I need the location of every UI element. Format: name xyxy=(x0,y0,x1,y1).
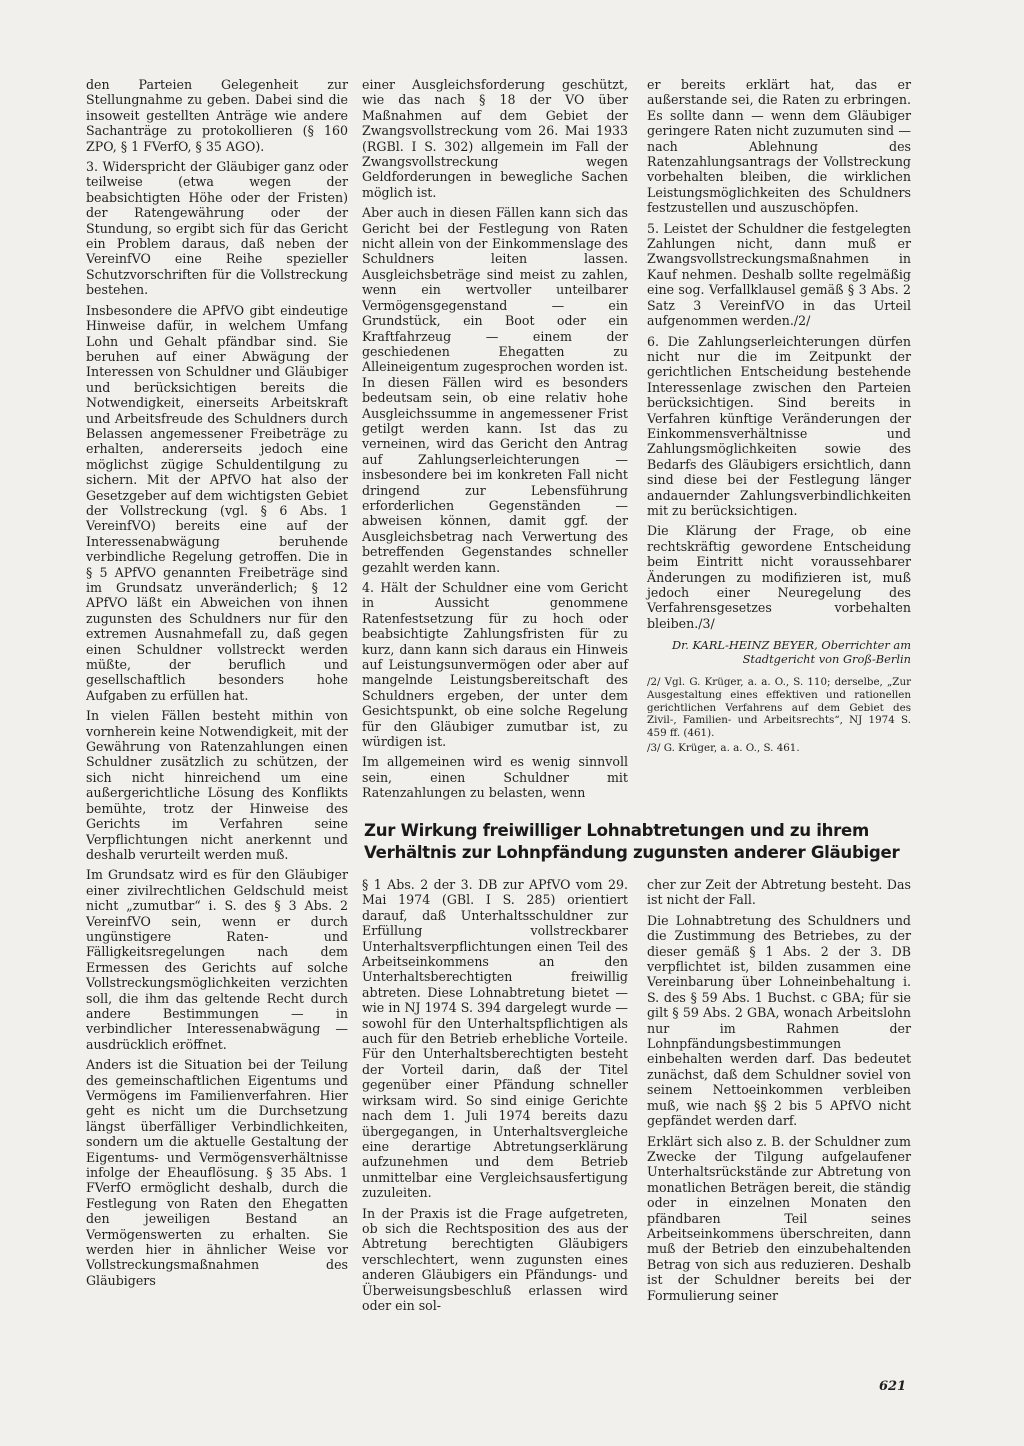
article-column-left xyxy=(362,877,628,1318)
author-byline: Dr. KARL-HEINZ BEYER, Oberrichter am Stadtgericht von Groß-Berlin xyxy=(671,638,911,666)
article-column-right xyxy=(647,877,911,1308)
paragraph: 3. Widerspricht der Gläubiger ganz oder teilweise (etwa wegen der beabsichtigten Höhe oder der Fristen) der Ratengewährung oder der Stundung, so ergibt sich für das Gericht ein Problem daraus, daß neben der VereinfVO eine Reihe spezieller Schutzvorschriften für die Vollstreckung bestehen. xyxy=(86,159,348,298)
paragraph: § 1 Abs. 2 der 3. DB zur APfVO vom 29. Mai 1974 (GBl. I S. 285) orientiert darauf, daß Unterhaltsschuldner zur Erfüllung vollstreckbarer Unterhaltsverpflichtungen einen Teil des Arbeitseinkommens an den Unterhaltsberechtigten freiwillig abtreten. Diese Lohnabtretung bietet — wie in NJ 1974 S. 394 dargelegt wurde — sowohl für den Unterhaltspflichtigen als auch für den Betrieb erhebliche Vorteile. Für den Unterhaltsberechtigten besteht der Vorteil darin, daß der Titel gegenüber einer Pfändung schneller wirksam wird. So sind einige Gerichte nach dem 1. Juli 1974 bereits dazu übergegangen, in Unterhaltsvergleiche eine derartige Abtretungserklärung aufzunehmen und dem Betrieb unmittelbar eine Vergleichsausfertigung zuzuleiten. xyxy=(362,877,628,1201)
paragraph: 5. Leistet der Schuldner die festgelegten Zahlungen nicht, dann muß er Zwangsvollstreckungsmaßnahmen in Kauf nehmen. Deshalb sollte regelmäßig eine sog. Verfallklausel gemäß § 3 Abs. 2 Satz 3 VereinfVO in das Urteil aufgenommen werden./2/ xyxy=(647,220,911,329)
paragraph: Die Lohnabtretung des Schuldners und die Zustimmung des Betriebes, zu der dieser gemäß § 1 Abs. 2 der 3. DB verpflichtet ist, bilden zusammen eine Vereinbarung über Lohneinbehaltung i. S. des § 59 Abs. 1 Buchst. c GBA; für sie gilt § 59 Abs. 2 GBA, wonach Arbeitslohn nur im Rahmen der Lohnpfändungsbestimmungen einbehalten werden darf. Das bedeutet zunächst, daß dem Schuldner soviel von seinem Nettoeinkommen verbleiben muß, wie nach §§ 2 bis 5 APfVO nicht gepfändet werden darf. xyxy=(647,912,911,1129)
footnote: /2/ Vgl. G. Krüger, a. a. O., S. 110; derselbe, „Zur Ausgestaltung eines effektiven und rationellen gerichtlichen Verfahrens auf dem Gebiet des Zivil-, Familien- und Arbeitsrechts“, NJ 1974 S. 459 ff. (461). xyxy=(647,676,911,739)
paragraph: Im allgemeinen wird es wenig sinnvoll sein, einen Schuldner mit Ratenzahlungen zu belasten, wenn xyxy=(362,754,628,801)
text-column-right xyxy=(647,77,911,758)
paragraph: Aber auch in diesen Fällen kann sich das Gericht bei der Festlegung von Raten nicht allein von der Einkommenslage des Schuldners leiten lassen. Ausgleichsbeträge sind meist zu zahlen, wenn ein wertvoller unteilbarer Vermögensgegenstand — ein Grundstück, ein Boot oder ein Kraftfahrzeug — einem der geschiedenen Ehegatten zu Alleineigentum zugesprochen worden ist. In diesen Fällen wird es besonders bedeutsam sein, ob eine relativ hohe Ausgleichssumme in angemessener Frist getilgt werden kann. Ist das zu verneinen, wird das Gericht den Antrag auf Zahlungserleichterungen — insbesondere bei im konkreten Fall nicht dringend zur Lebensführung erforderlichen Gegenständen — abweisen können, damit ggf. der Ausgleichsbetrag nach Verwertung des betreffenden Gegenstandes schneller gezahlt werden kann. xyxy=(362,205,628,575)
paragraph: cher zur Zeit der Abtretung besteht. Das ist nicht der Fall. xyxy=(647,877,911,908)
paragraph: Im Grundsatz wird es für den Gläubiger einer zivilrechtlichen Geldschuld meist nicht „zumutbar“ i. S. des § 3 Abs. 2 VereinfVO sein, wenn er durch ungünstigere Raten- und Fälligkeitsregelungen nach dem Ermessen des Gerichts auf solche Vollstreckungsmöglichkeiten verzichten soll, die ihm das geltende Recht durch andere Bestimmungen — in verbindlicher Interessenabwägung — ausdrücklich eröffnet. xyxy=(86,867,348,1052)
paragraph: den Parteien Gelegenheit zur Stellungnahme zu geben. Dabei sind die insoweit gestellten Anträge wie andere Sachanträge zu protokollieren (§ 160 ZPO, § 1 FVerfO, § 35 AGO). xyxy=(86,77,348,154)
footnote: /3/ G. Krüger, a. a. O., S. 461. xyxy=(647,742,800,755)
paragraph: In vielen Fällen besteht mithin von vornherein keine Notwendigkeit, mit der Gewährung von Ratenzahlungen einen Schuldner zusätzlich zu schützen, der sich nicht hinreichend um eine außergerichtliche Lösung des Konflikts bemühte, trotz der Hinweise des Gerichts im Verfahren seine Verpflichtungen nicht anerkennt und deshalb verurteilt werden muß. xyxy=(86,708,348,862)
paragraph: Die Klärung der Frage, ob eine rechtskräftig gewordene Entscheidung beim Eintritt nicht voraussehbarer Änderungen zu modifizieren ist, muß jedoch einer Neuregelung des Verfahrensgesetzes vorbehalten bleiben./3/ xyxy=(647,523,911,631)
paragraph: er bereits erklärt hat, das er außerstande sei, die Raten zu erbringen. Es sollte dann — wenn dem Gläubiger geringere Raten nicht zuzumuten sind — nach Ablehnung des Ratenzahlungsantrags der Vollstreckung vorbehalten bleiben, die wirklichen Leistungsmöglichkeiten des Schuldners festzustellen und auszuschöpfen. xyxy=(647,77,911,216)
article-headline: Zur Wirkung freiwilliger Lohnabtretungen und zu ihrem Verhältnis zur Lohnpfändung zugunsten anderer Gläubiger xyxy=(364,821,900,862)
paragraph: Anders ist die Situation bei der Teilung des gemeinschaftlichen Eigentums und Vermögens im Familienverfahren. Hier geht es nicht um die Durchsetzung längst überfälliger Verbindlichkeiten, sondern um die aktuelle Gestaltung der Eigentums- und Vermögensverhältnisse infolge der Eheauflösung. § 35 Abs. 1 FVerfO ermöglicht deshalb, durch die Festlegung von Raten den Ehegatten den jeweiligen Bestand an Vermögenswerten zu erhalten. Sie werden hier in ähnlicher Weise vor Vollstreckungsmaßnahmen des Gläubigers xyxy=(86,1057,348,1288)
paragraph: 4. Hält der Schuldner eine vom Gericht in Aussicht genommene Ratenfestsetzung für zu hoch oder beabsichtigte Zahlungsfristen für zu kurz, dann kann sich daraus ein Hinweis auf Leistungsunvermögen oder aber auf mangelnde Leistungsbereitschaft des Schuldners ergeben, der unter dem Gesichtspunkt, ob eine solche Regelung für den Gläubiger zumutbar ist, zu würdigen ist. xyxy=(362,580,628,750)
paragraph: Erklärt sich also z. B. der Schuldner zum Zwecke der Tilgung aufgelaufener Unterhaltsrückstände zur Abtretung von monatlichen Beträgen bereit, die ständig oder in einzelnen Monaten den pfändbaren Teil seines Arbeitseinkommens überschreiten, dann muß der Betrieb den einzubehaltenden Betrag von sich aus reduzieren. Deshalb ist der Schuldner bereits bei der Formulierung seiner xyxy=(647,1133,911,1303)
page-number: 621 xyxy=(879,1379,907,1394)
paragraph: In der Praxis ist die Frage aufgetreten, ob sich die Rechtsposition des aus der Abtretung berechtigten Gläubigers verschlechtert, wenn zugunsten eines anderen Gläubigers ein Pfändungs- und Überweisungsbeschluß erlassen wird oder ein sol- xyxy=(362,1205,628,1313)
paragraph: einer Ausgleichsforderung geschützt, wie das nach § 18 der VO über Maßnahmen auf dem Gebiet der Zwangsvollstreckung vom 26. Mai 1933 (RGBl. I S. 302) allgemein im Fall der Zwangsvollstreckung wegen Geldforderungen in bewegliche Sachen möglich ist. xyxy=(362,77,628,200)
paragraph: Insbesondere die APfVO gibt eindeutige Hinweise dafür, in welchem Umfang Lohn und Gehalt pfändbar sind. Sie beruhen auf einer Abwägung der Interessen von Schuldner und Gläubiger und berücksichtigen bereits die Notwendigkeit, einerseits Arbeitskraft und Arbeitsfreude des Schuldners durch Belassen angemessener Freibeträge zu erhalten, andererseits jedoch eine möglichst zügige Schuldentilgung zu sichern. Mit der APfVO hat also der Gesetzgeber auf dem wichtigsten Gebiet der Vollstreckung (vgl. § 6 Abs. 1 VereinfVO) bereits eine auf der Interessenabwägung beruhende verbindliche Regelung getroffen. Die in § 5 APfVO genannten Freibeträge sind im Grundsatz unveränderlich; § 12 APfVO läßt ein Abweichen von ihnen zugunsten des Schuldners nur für den extremen Ausnahmefall zu, daß gegen einen Schuldner vollstreckt werden müßte, der beruflich und gesellschaftlich besonders hohe Aufgaben zu erfüllen hat. xyxy=(86,302,348,703)
text-column-left xyxy=(86,77,348,1293)
text-column-middle xyxy=(362,77,628,806)
paragraph: 6. Die Zahlungserleichterungen dürfen nicht nur die im Zeitpunkt der gerichtlichen Entscheidung bestehende Interessenlage zwischen den Parteien berücksichtigen. Sind bereits in Verfahren künftige Veränderungen der Einkommensverhältnisse und Zahlungsmöglichkeiten sowie des Bedarfs des Gläubigers ersichtlich, dann sind diese bei der Festlegung länger andauernder Zahlungsverbindlichkeiten mit zu berücksichtigen. xyxy=(647,333,911,518)
